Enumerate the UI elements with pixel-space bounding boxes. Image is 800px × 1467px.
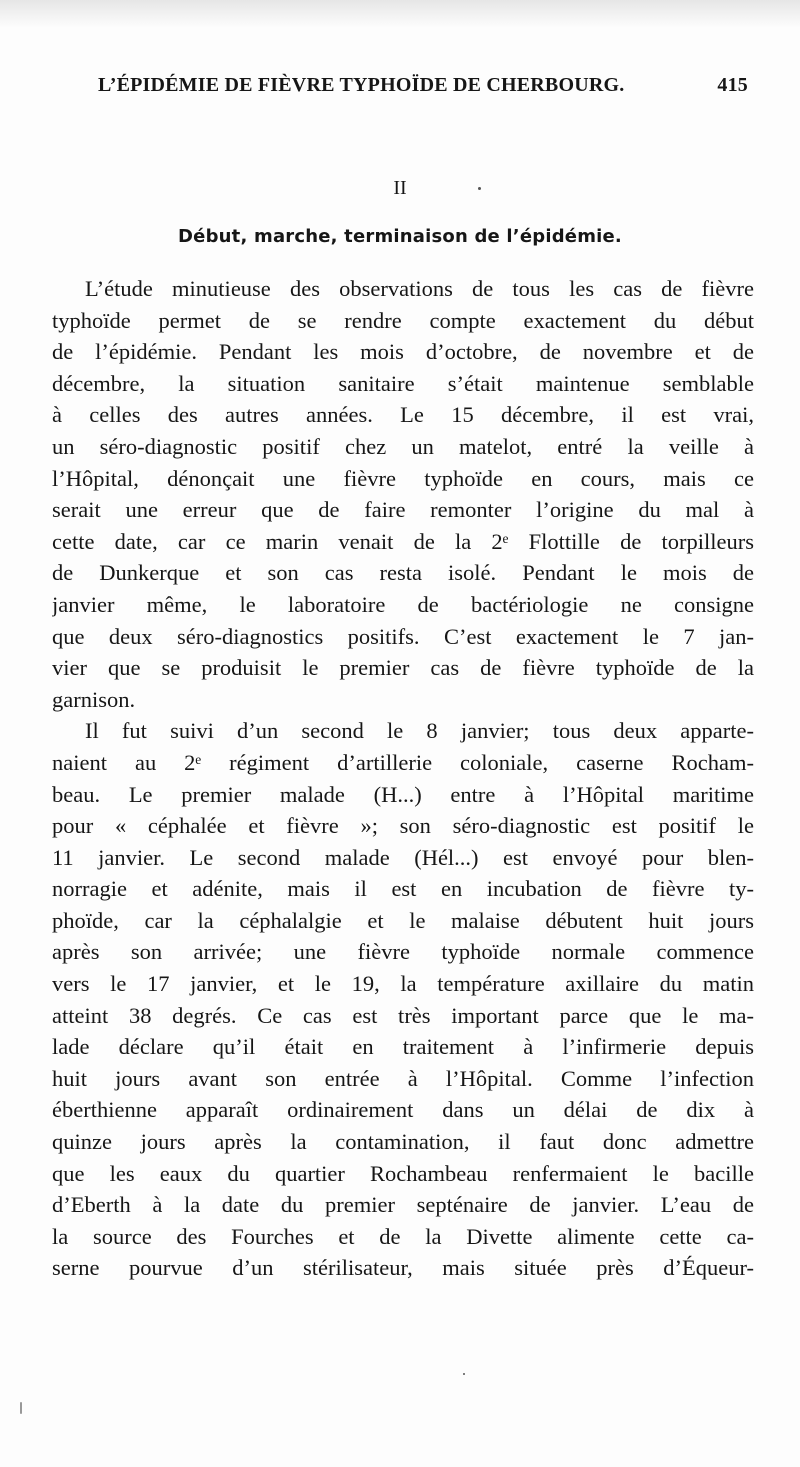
body-text — [52, 273, 754, 1284]
body-line: janvier même, le laboratoire de bactériologie ne consigne — [52, 591, 754, 617]
body-line: typhoïde permet de se rendre compte exactement du début — [52, 307, 754, 333]
body-line: vier que se produisit le premier cas de fièvre typhoïde de la — [52, 655, 754, 681]
body-line: norragie et adénite, mais il est en incubation de fièvre ty- — [52, 876, 754, 902]
body-line: garnison. — [52, 686, 136, 712]
body-line: beau. Le premier malade (H...) entre à l’Hôpital maritime — [52, 781, 754, 807]
body-line: un séro-diagnostic positif chez un matelot, entré la veille à — [52, 433, 754, 459]
body-line: éberthienne apparaît ordinairement dans un délai de dix à — [52, 1097, 754, 1123]
body-line: décembre, la situation sanitaire s’était maintenue semblable — [52, 370, 754, 396]
body-line: vers le 17 janvier, et le 19, la température axillaire du matin — [52, 971, 754, 997]
body-line: de Dunkerque et son cas resta isolé. Pendant le mois de — [52, 560, 754, 586]
body-line: que les eaux du quartier Rochambeau renfermaient le bacille — [52, 1160, 754, 1186]
body-line: d’Eberth à la date du premier septénaire de janvier. L’eau de — [52, 1192, 754, 1218]
body-line: naient au 2ᵉ régiment d’artillerie coloniale, caserne Rocham- — [52, 749, 754, 775]
paper-speck — [20, 1402, 22, 1414]
body-line: à celles des autres années. Le 15 décembre, il est vrai, — [52, 402, 754, 428]
section-title: Début, marche, terminaison de l’épidémie. — [178, 226, 622, 247]
running-title: L’ÉPIDÉMIE DE FIÈVRE TYPHOÏDE DE CHERBOURG. — [98, 74, 625, 96]
body-line: l’Hôpital, dénonçait une fièvre typhoïde en cours, mais ce — [52, 465, 754, 491]
body-line: huit jours avant son entrée à l’Hôpital. Comme l’infection — [52, 1065, 754, 1091]
body-line: après son arrivée; une fièvre typhoïde normale commence — [52, 939, 754, 965]
paper-speck — [478, 187, 481, 190]
section-number: II — [393, 177, 407, 199]
paper-speck — [463, 1373, 465, 1375]
body-line: lade déclare qu’il était en traitement à l’infirmerie depuis — [52, 1034, 754, 1060]
body-line: L’étude minutieuse des observations de tous les cas de fièvre — [85, 276, 754, 301]
body-line: pour « céphalée et fièvre »; son séro-diagnostic est positif le — [52, 813, 754, 839]
body-line: que deux séro-diagnostics positifs. C’est exactement le 7 jan- — [52, 623, 754, 649]
body-line: serait une erreur que de faire remonter l’origine du mal à — [52, 497, 754, 523]
page-number: 415 — [717, 74, 748, 96]
running-head — [98, 74, 748, 104]
body-line: Il fut suivi d’un second le 8 janvier; tous deux apparte- — [85, 718, 754, 744]
body-line: la source des Fourches et de la Divette alimente cette ca- — [52, 1223, 754, 1249]
body-line: quinze jours après la contamination, il faut donc admettre — [52, 1129, 754, 1155]
body-line: serne pourvue d’un stérilisateur, mais située près d’Équeur- — [52, 1255, 754, 1281]
body-line: cette date, car ce marin venait de la 2ᵉ Flottille de torpilleurs — [52, 528, 754, 554]
body-line: 11 janvier. Le second malade (Hél...) est envoyé pour blen- — [52, 844, 754, 870]
body-line: phoïde, car la céphalalgie et le malaise débutent huit jours — [52, 907, 754, 933]
body-line: atteint 38 degrés. Ce cas est très important parce que le ma- — [52, 1002, 754, 1028]
body-line: de l’épidémie. Pendant les mois d’octobre, de novembre et de — [52, 339, 754, 365]
